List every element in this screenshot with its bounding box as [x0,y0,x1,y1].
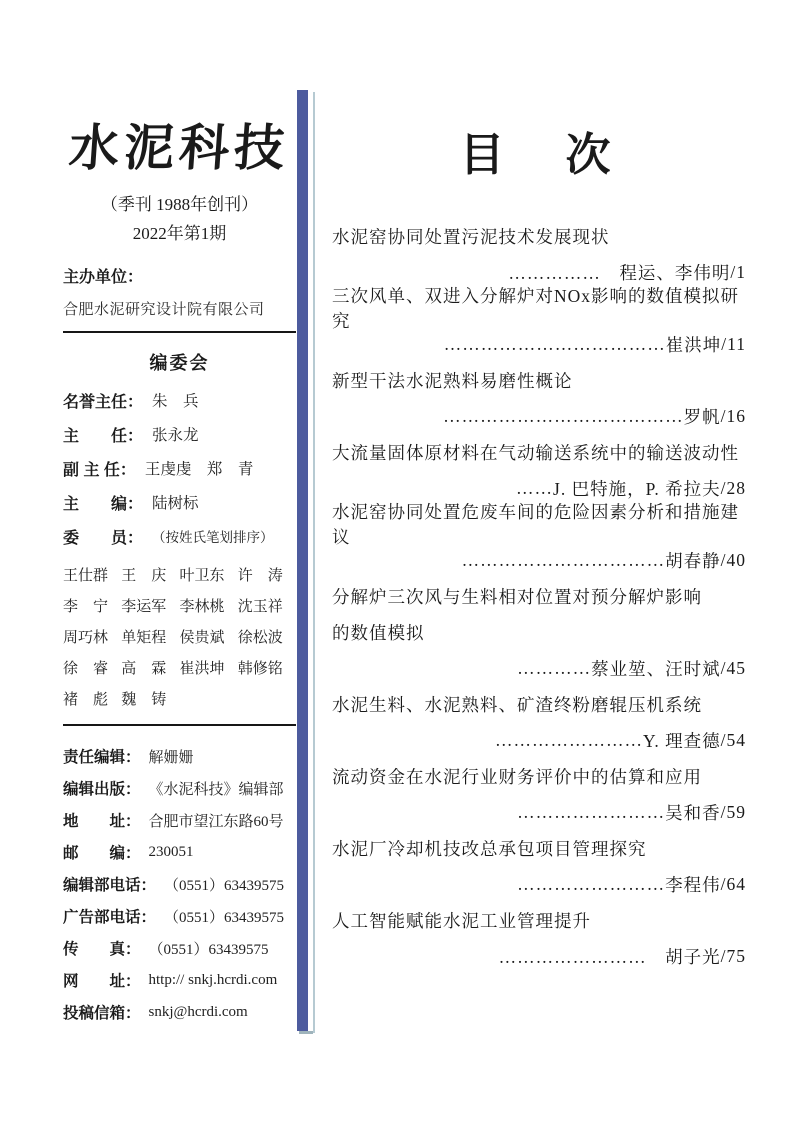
contact-label: 邮 编： [63,845,141,862]
toc-entry [332,578,746,686]
journal-subtitle-founded: （季刊 1988年创刊） [100,195,259,214]
board-member: 魏 铸 [121,692,167,708]
contact-value: 《水泥科技》编辑部 [148,781,284,798]
board-role-row [63,451,296,485]
contact-label: 编辑出版： [63,781,141,798]
contact-value: 合肥市望江东路60号 [148,813,284,830]
contact-label: 投稿信箱： [63,1005,141,1022]
board-member: 侯贵斌 [179,630,225,646]
dot-leader: ………… [517,657,592,678]
role-label: 委 员： [63,529,144,547]
article-title: 分解炉三次风与生料相对位置对预分解炉影响 [332,586,702,607]
article-title: 水泥生料、水泥熟料、矿渣终粉磨辊压机系统 [332,694,702,715]
editorial-board-roles [63,383,296,553]
toc-entry [332,434,746,506]
contact-label: 传 真： [63,941,141,958]
board-member: 李林桃 [179,599,225,615]
contact-row [63,740,296,772]
board-role-row [63,485,296,519]
role-value: 王虔虔 郑 青 [144,461,254,478]
contact-row [63,900,296,932]
contact-row [63,836,296,868]
dot-leader: ………………………………… [443,405,684,426]
dot-leader: …………………… [517,801,666,822]
article-page-number: /40 [720,549,746,570]
contact-row [63,996,296,1028]
board-member: 许 涛 [237,568,283,584]
dot-leader: …………………… [517,873,666,894]
board-member: 李运军 [121,599,167,615]
contact-label: 网 址： [63,973,141,990]
role-label: 主 编： [63,495,144,513]
article-title: 水泥窑协同处置污泥技术发展现状 [332,226,610,247]
article-page-number: /11 [721,333,746,354]
article-page-number: /16 [720,405,746,426]
contact-label: 地 址： [63,813,141,830]
contact-row [63,804,296,836]
submission-email: snkj@hcrdi.com [148,1003,248,1020]
role-value: 张永龙 [152,427,199,444]
divider-bar-thin-line [313,92,315,1033]
divider-bar-blue [297,90,308,1031]
article-byline [332,938,746,974]
contact-row [63,772,296,804]
board-member: 徐松波 [237,630,283,646]
article-authors: 程运、李伟明 [619,262,731,283]
contact-label: 责任编辑： [63,749,141,766]
contact-row [63,964,296,996]
article-authors: Y. 理查德 [642,730,721,751]
journal-issue: 2022年第1期 [132,224,227,243]
website-url: http:// snkj.hcrdi.com [148,971,278,988]
separator-rule-bottom [63,724,296,726]
toc-entry [332,502,746,578]
article-title: 新型干法水泥熟料易磨性概论 [332,370,573,391]
article-byline [332,794,746,830]
toc-entry [332,902,746,974]
table-of-contents [332,0,746,974]
article-authors: 蔡业堃、汪时斌 [591,658,721,679]
dot-leader: …………… [508,262,620,283]
toc-entry [332,758,746,830]
article-byline [332,866,746,902]
contact-row [63,932,296,964]
publication-info [63,740,296,1028]
toc-entry [332,218,746,290]
board-member: 王 庆 [121,568,167,584]
left-column [63,0,296,1028]
article-page-number: /75 [720,945,746,966]
article-page-number: /59 [720,801,746,822]
article-byline [332,650,746,686]
board-role-row [63,519,296,553]
board-member: 沈玉祥 [237,599,283,615]
article-authors: 胡子光 [665,946,721,967]
article-page-number: /64 [720,873,746,894]
toc-entry-list [332,218,746,974]
article-authors: 吴和香 [665,802,721,823]
contact-value: 230051 [148,843,194,860]
role-label: 副 主 任： [63,461,136,479]
organizer-value: 合肥水泥研究设计院有限公司 [63,302,265,318]
contact-value: （0551）63439575 [164,877,285,894]
contact-value: 解姗姗 [148,749,194,766]
board-member: 徐 睿 [63,661,109,677]
toc-entry [332,686,746,758]
contact-label: 编辑部电话： [63,877,157,894]
role-label: 名誉主任： [63,393,144,411]
article-authors: 罗帆 [683,406,721,427]
toc-entry [332,286,746,362]
article-title: 三次风单、双进入分解炉对NOx影响的数值模拟研究 [332,286,740,331]
role-value: （按姓氏笔划排序） [152,530,274,545]
board-members-list [63,559,296,714]
board-member: 单矩程 [121,630,167,646]
article-page-number: /45 [720,657,746,678]
role-value: 朱 兵 [152,393,199,410]
article-authors: 崔洪坤 [665,334,722,355]
toc-entry [332,362,746,434]
divider-bar-shadow [299,1031,313,1034]
dot-leader: …………………… [498,946,666,967]
contact-label: 广告部电话： [63,909,157,926]
article-page-number: /54 [720,729,746,750]
article-title: 大流量固体原材料在气动输送系统中的输送波动性 [332,442,739,463]
board-member: 叶卫东 [179,568,225,584]
board-role-row [63,383,296,417]
article-title-line2: 的数值模拟 [332,622,425,643]
contact-value: （0551）63439575 [164,909,285,926]
board-member: 崔洪坤 [179,661,225,677]
article-byline [332,398,746,434]
toc-header: 目 次 [459,128,619,181]
dot-leader: ……………………………… [443,333,666,354]
toc-entry [332,830,746,902]
article-byline [332,722,746,758]
dot-leader: …………………………… [461,549,666,570]
contact-value: （0551）63439575 [148,941,269,958]
article-title: 人工智能赋能水泥工业管理提升 [332,910,591,931]
board-member: 王仕群 [63,568,109,584]
article-authors: 胡春静 [665,550,721,571]
article-title: 水泥窑协同处置危废车间的危险因素分析和措施建议 [332,502,739,547]
article-title: 流动资金在水泥行业财务评价中的估算和应用 [332,766,702,787]
organizer-label: 主办单位： [63,269,144,286]
board-member: 李 宁 [63,599,109,615]
dot-leader: …………………… [494,729,643,750]
article-title: 水泥厂冷却机技改总承包项目管理探究 [332,838,647,859]
editorial-board-header: 编委会 [149,353,210,373]
board-member: 褚 彪 [63,692,109,708]
board-member: 高 霖 [121,661,167,677]
role-value: 陆树标 [152,495,199,512]
article-page-number: /28 [720,477,746,498]
vertical-divider [296,90,316,1031]
article-authors: 李程伟 [665,874,721,895]
dot-leader: …… [516,477,554,498]
board-role-row [63,417,296,451]
board-member: 韩修铭 [237,661,283,677]
separator-rule-top [63,331,296,333]
contact-row [63,868,296,900]
journal-title: 水泥科技 [67,118,292,177]
role-label: 主 任： [63,427,144,445]
board-member: 周巧林 [63,630,109,646]
article-authors: J. 巴特施，P. 希拉夫 [553,478,721,499]
article-page-number: /1 [730,261,746,282]
